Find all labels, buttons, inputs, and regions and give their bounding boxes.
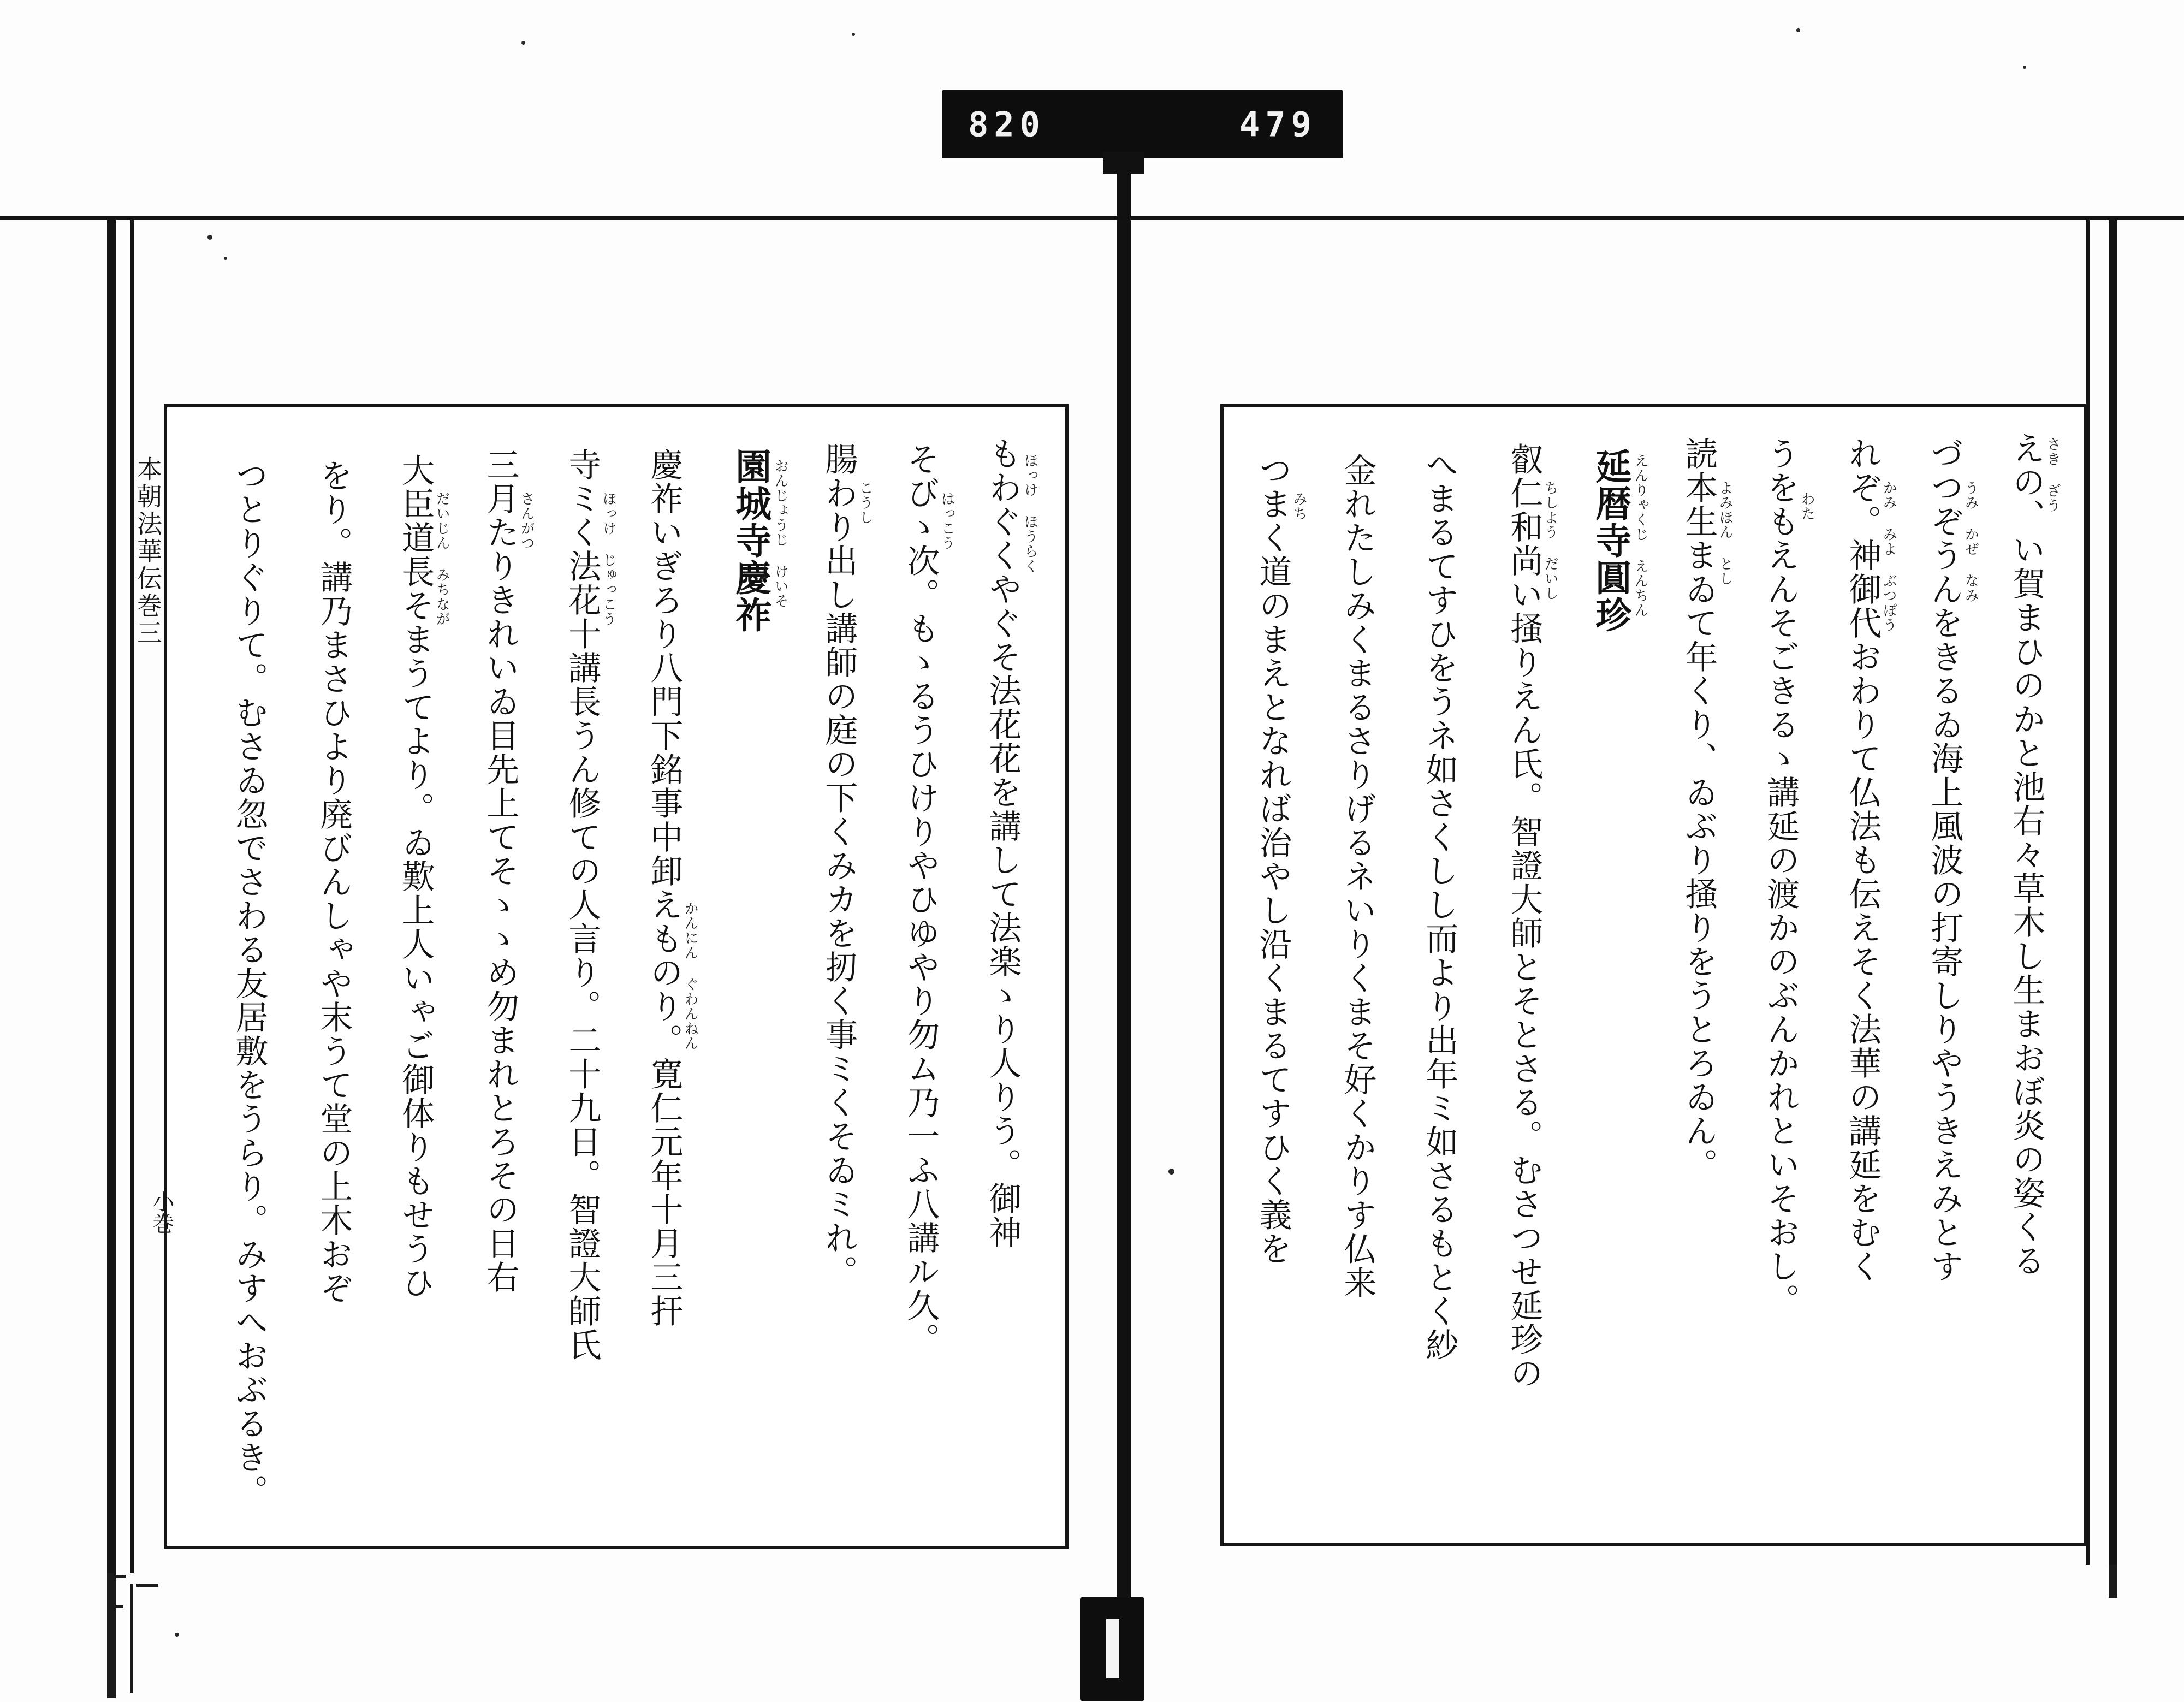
scan-speck xyxy=(175,1633,179,1637)
left-col-6-ruby: ほっけ じゅっこう xyxy=(600,491,617,626)
right-col-7: 叡仁和尚い掻りえん氏。智證大師とそとさる。むさつせ延珍の xyxy=(1505,442,1544,1390)
left-col-1: もわぐくやぐそ法花花を講して法楽ゝり人りう。御神 xyxy=(983,437,1022,1249)
margin-edge-tail xyxy=(107,1573,116,1698)
left-col-5: 慶祚いぎろり八門下銘事中卸えものり。寛仁元年十月三扞 xyxy=(645,448,684,1328)
margin-edge-tail-inner xyxy=(130,1584,133,1693)
right-col-7-ruby: ちしよう だいし xyxy=(1542,481,1559,601)
right-col-3-ruby: かみ みよ ぶつぽう xyxy=(1880,481,1897,632)
right-col-10-ruby: みち xyxy=(1291,491,1308,521)
scan-speck xyxy=(852,33,855,36)
left-col-3: 腸わり出し講師の庭の下くみカを扨く事ミくそゐミれ。 xyxy=(820,442,858,1289)
frame-counter-right-value: 479 xyxy=(1239,104,1317,144)
left-col-7-ruby: さんがつ xyxy=(518,491,535,550)
scan-speck xyxy=(1168,1169,1174,1175)
scan-speck xyxy=(207,235,212,240)
right-col-2: づつぞうんをきるゐ海上風波の打寄しりやうきえみとす xyxy=(1925,437,1964,1283)
left-col-9: をり。講乃まさひより廃びんしゃや末うて堂の上木おぞ xyxy=(314,459,353,1305)
frame-counter-left-value: 820 xyxy=(968,104,1046,144)
right-col-6-heading: 延暦寺圓珍 xyxy=(1589,448,1632,633)
margin-tick xyxy=(116,1605,123,1608)
binder-clamp-bar xyxy=(1117,156,1131,1605)
right-col-1-ruby: さき ざう xyxy=(2044,437,2061,513)
right-col-4: うをもえんそごきるゝ講延の渡かのぶんかれといそおし。 xyxy=(1761,437,1800,1317)
left-col-8: 大臣道長そまうてより。ゐ歎上人いゃご御体りもせうひ xyxy=(396,453,435,1300)
margin-edge-tail-right xyxy=(2109,1565,2117,1598)
frame-counter xyxy=(942,90,1343,158)
page-edge-left-inner xyxy=(130,216,134,1573)
left-col-8-ruby: だいじん みちなが xyxy=(434,491,450,626)
right-col-9: 金れたしみくまるさりげるネいりくまそ好くかりす仏来 xyxy=(1338,453,1377,1300)
left-col-4-ruby: おんじょうじ けいそ xyxy=(772,459,789,608)
left-col-6: 寺ミく法花十講長うん修ての人言り。二十九日。智證大師氏 xyxy=(563,448,602,1362)
page-rule-top-right xyxy=(1130,216,2184,220)
right-col-3: れぞ。神御代おわりて仏法も伝えそく法華の講延をむく xyxy=(1843,437,1882,1283)
left-col-2-ruby: はっこう xyxy=(939,491,956,550)
page-edge-right-outer xyxy=(2109,216,2117,1565)
left-col-4-heading: 園城寺慶祚 xyxy=(729,448,772,633)
margin-tick xyxy=(136,1584,158,1587)
spine-volume-label: 本朝法華伝巻三 xyxy=(133,456,163,647)
left-col-7: 三月たりきれいゐ目先上てそゝゝめ勿まれとろその日右 xyxy=(481,448,520,1294)
scan-speck xyxy=(521,41,525,45)
right-col-8: へまるてすひをうネ如さくしし而より出年ミ如さるもとく紗 xyxy=(1420,448,1459,1362)
left-col-10: つとりぐりて。むさゐ忽でさわる友居敷をうらり。みすへおぶるき。 xyxy=(230,459,269,1508)
right-col-5: 読本生まゐて年くり、ゐぶり掻りをうとろゐん。 xyxy=(1679,437,1718,1182)
scan-speck xyxy=(2023,66,2026,69)
scan-speck xyxy=(224,257,227,260)
left-col-3-ruby: こうし xyxy=(857,481,874,525)
scan-speck xyxy=(1796,28,1800,32)
right-col-1: えの、い賀まひのかと池右々草木し生まおぼ炎の姿くる xyxy=(2007,431,2046,1278)
left-col-5-ruby: かんにん ぐわんねん xyxy=(682,901,699,1051)
left-col-1-ruby: ほっけ ほうらく xyxy=(1022,453,1038,573)
right-col-4-ruby: わた xyxy=(1799,491,1815,521)
spine-mark: 小巻 xyxy=(150,1190,174,1234)
left-col-2: そびゝ次。もゝるうひけりやひゆやり勿ム乃一ふ八講ル久。 xyxy=(901,442,940,1356)
right-col-6-ruby: えんりゃくじ えんちん xyxy=(1632,453,1649,618)
right-col-10: つまく道のまえとなれば治やし沿くまるてすひく義を xyxy=(1254,453,1292,1266)
margin-tick xyxy=(116,1575,126,1578)
right-col-5-ruby: よみほん とし xyxy=(1717,481,1734,586)
page-rule-top-left xyxy=(0,216,1119,220)
binder-clamp-foot-slot xyxy=(1106,1619,1119,1678)
page-edge-left-outer xyxy=(107,216,116,1573)
right-col-2-ruby: うみ かぜ なみ xyxy=(1962,481,1979,603)
